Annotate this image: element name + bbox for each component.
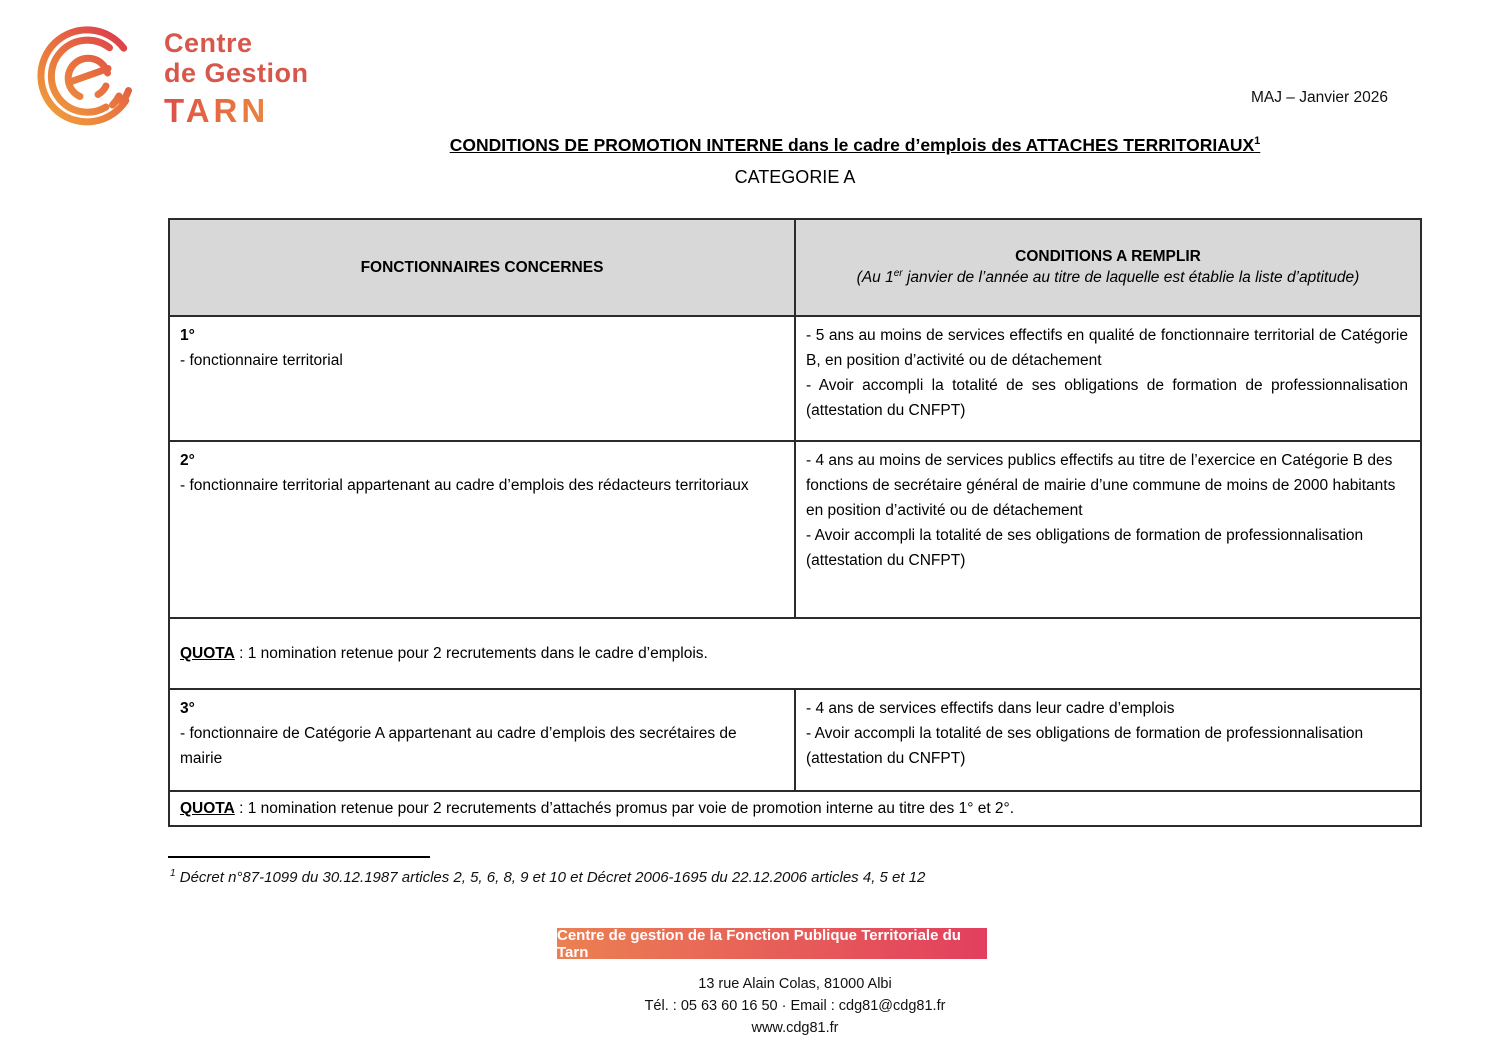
cdg-tarn-logo-icon <box>34 16 150 138</box>
footer-website: www.cdg81.fr <box>751 1020 839 1036</box>
cdg-tarn-logo <box>34 16 309 138</box>
page-title <box>300 135 1410 156</box>
table-row-1 <box>169 316 1421 441</box>
header-fonctionnaires: FONCTIONNAIRES CONCERNES <box>169 219 795 316</box>
row2-condition-1: - 4 ans au moins de services publics effectifs au titre de l’exercice en Catégorie B des fonctions de secrétaire général de mairie d’une commune de moins de 2000 habitants en position d’activité ou de détachement <box>806 452 1396 519</box>
quota2-cell <box>169 791 1421 826</box>
quota1-cell <box>169 618 1421 689</box>
title-footnote-ref: 1 <box>1254 135 1261 148</box>
page-subtitle: CATEGORIE A <box>734 167 856 187</box>
quota2-label: QUOTA <box>180 800 235 817</box>
row2-condition-2: - Avoir accompli la totalité de ses obligations de formation de professionnalisation (attestation du CNFPT) <box>806 527 1364 569</box>
quota1-label: QUOTA <box>180 645 235 662</box>
row3-number: 3° <box>180 700 195 717</box>
quota2-text: : 1 nomination retenue pour 2 recrutements d’attachés promus par voie de promotion interne au titre des 1° et 2°. <box>234 800 1015 817</box>
row3-condition-1: - 4 ans de services effectifs dans leur cadre d’emplois <box>806 700 1175 717</box>
row1-condition-1: - 5 ans au moins de services effectifs en qualité de fonctionnaire territorial de Catégorie B, en position d’activité ou de détachement <box>806 327 1408 369</box>
table-row-3 <box>169 689 1421 791</box>
header-sub-pre: (Au 1 <box>856 269 894 287</box>
row3-condition-2: - Avoir accompli la totalité de ses obligations de formation de professionnalisation (attestation du CNFPT) <box>806 725 1364 767</box>
quota1-text: : 1 nomination retenue pour 2 recrutements dans le cadre d’emplois. <box>234 645 708 662</box>
row3-left-cell <box>169 689 795 791</box>
row1-number: 1° <box>180 327 195 344</box>
table-header-row <box>169 219 1421 316</box>
footer-contact: Tél. : 05 63 60 16 50 · Email : cdg81@cdg81.fr <box>644 998 946 1014</box>
logo-wordmark <box>164 28 309 127</box>
header-sub-sup: er <box>893 267 903 279</box>
quota-row-2 <box>169 791 1421 826</box>
logo-line-2: de Gestion <box>164 57 309 88</box>
row2-number: 2° <box>180 452 195 469</box>
page-title-text: CONDITIONS DE PROMOTION INTERNE dans le cadre d’emplois des ATTACHES TERRITORIAUX <box>449 135 1255 155</box>
footnote-separator <box>168 856 430 858</box>
row3-right-cell <box>795 689 1421 791</box>
row2-right-cell <box>795 441 1421 618</box>
footer-address-block <box>168 973 1422 1039</box>
row3-left-text: - fonctionnaire de Catégorie A appartenant au cadre d’emplois des secrétaires de mairie <box>180 725 737 767</box>
header-sub-post: janvier de l’année au titre de laquelle est établie la liste d’aptitude) <box>902 269 1360 287</box>
row2-left-cell <box>169 441 795 618</box>
footnote <box>170 868 1270 886</box>
row1-condition-2: - Avoir accompli la totalité de ses obligations de formation de professionnalisation (attestation du CNFPT) <box>806 377 1408 419</box>
header-conditions-title: CONDITIONS A REMPLIR <box>1015 247 1201 265</box>
footnote-ref: 1 <box>170 868 176 879</box>
footer-banner: Centre de gestion de la Fonction Publique Territoriale du Tarn <box>557 928 987 959</box>
row1-left-text: - fonctionnaire territorial <box>180 352 343 369</box>
row1-left-cell <box>169 316 795 441</box>
row1-right-cell <box>795 316 1421 441</box>
header-conditions-subtitle <box>810 268 1406 287</box>
conditions-table <box>168 218 1422 827</box>
quota-row-1 <box>169 618 1421 689</box>
footer-address: 13 rue Alain Colas, 81000 Albi <box>698 976 892 992</box>
row2-left-text: - fonctionnaire territorial appartenant au cadre d’emplois des rédacteurs territoriaux <box>180 477 749 494</box>
footnote-text: Décret n°87-1099 du 30.12.1987 articles 2, 5, 6, 8, 9 et 10 et Décret 2006-1695 du 22.12.2006 articles 4, 5 et 12 <box>175 869 926 886</box>
table-row-2 <box>169 441 1421 618</box>
logo-line-1: Centre <box>164 27 253 58</box>
logo-line-tarn: TARN <box>164 94 309 127</box>
header-conditions <box>795 219 1421 316</box>
update-date: MAJ – Janvier 2026 <box>1251 89 1388 106</box>
